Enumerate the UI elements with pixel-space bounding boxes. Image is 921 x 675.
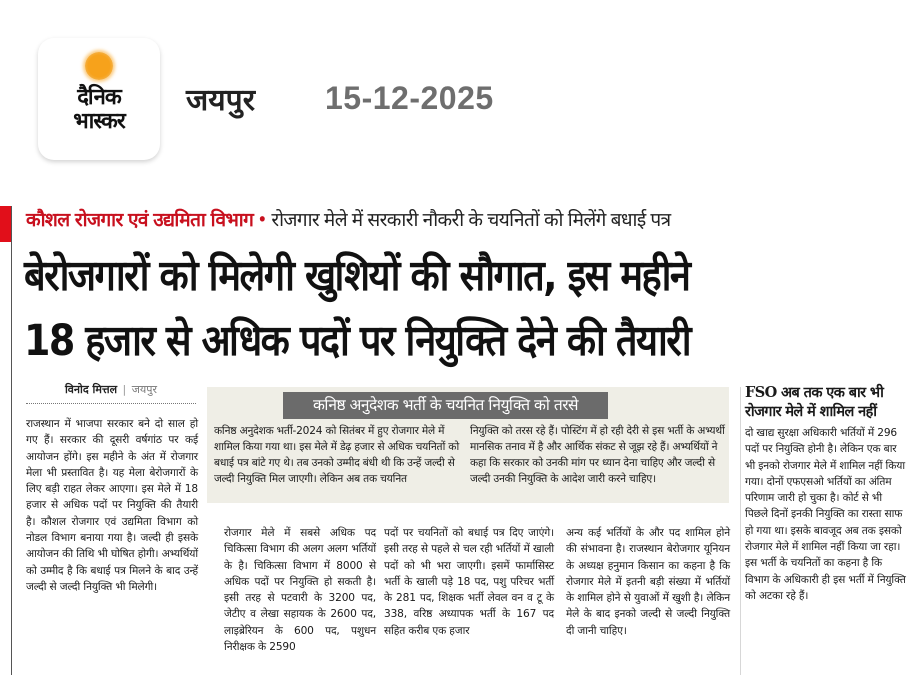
body-column-1: राजस्थान में भाजपा सरकार बने दो साल हो गए हैं। सरकार की दूसरी वर्षगांठ पर कई आयोजन होंगे। इस महीने के अंत में रोजगार मेला भी प्रस्तावित है। यह मेला बेरोजगारों के लिए बड़ी राहत लेकर आएगा। इस मेले में 18 हजार से अधिक पदों पर नियुक्ति की तैयारी है। कौशल रोजगार एवं उद्यमिता विभाग को नोडल विभाग बनाया गया है। जल्दी ही इसके आयोजन की तिथि भी घोषित होगी। अभ्यर्थियों को उम्मीद है कि बधाई पत्र मिलने के बाद उन्हें जल्दी से जल्दी नियुक्ति भी मिलेगी। [26, 418, 198, 593]
headline-line-2: 18 हजार से अधिक पदों पर नियुक्ति देने की तैयारी [24, 315, 691, 366]
sidebar-headline [745, 383, 921, 422]
sidebar-body: दो खाद्य सुरक्षा अधिकारी भर्तियों में 296 पदों पर नियुक्ति होनी है। लेकिन एक बार भी इनको रोजगार मेले में शामिल नहीं किया गया। दोनों एफएसओ भर्तियों का अंतिम परिणाम जारी हो चुका है। कोर्ट से भी पिछले दिनों इनकी नियुक्ति का रास्ता साफ हो गया था। इसके बावजूद अब तक इसको रोजगार मेले में शामिल नहीं किया जा रहा। इस भर्ती के चयनितों का कहना है कि विभाग के अधिकारी ही इस भर्ती में नियुक्ति को अटका रहे हैं। [745, 427, 906, 602]
article-headline [24, 243, 914, 373]
sidebar-headline-text: अब तक एक बार भी रोजगार मेले में शामिल नहीं [745, 385, 884, 420]
edition-date: 15-12-2025 [325, 80, 494, 116]
sidebar-headline-fso: FSO [745, 384, 777, 401]
byline-divider [26, 403, 196, 404]
edition-city: जयपुर [186, 83, 255, 118]
body-column-2: रोजगार मेले में सबसे अधिक पद चिकित्सा विभाग की अलग अलग भर्तियों के है। चिकित्सा विभाग में 8000 से अधिक पदों पर नियुक्ति हो सकती है। इसी तरह से पटवारी के 3200 पद, जेटीए व लेखा सहायक के 2600 पद, लाइब्रेरियन के 600 पद, पशुधन निरीक्षक के 2590 [224, 527, 376, 654]
byline-separator: | [122, 383, 127, 396]
newspaper-header [0, 0, 921, 190]
inset-column-1: कनिष्ठ अनुदेशक भर्ती-2024 को सितंबर में हुए रोजगार मेले में शामिल किया गया था। इस मेले में डेढ़ हजार से अधिक चयनितों को बधाई पत्र बांटे गए थे। तब उनको उम्मीद बंधी थी कि उन्हें जल्दी से जल्दी नियुक्ति मिल जाएगी। लेकिन अब तक चयनित [214, 425, 459, 485]
inset-title: कनिष्ठ अनुदेशक भर्ती के चयनित नियुक्ति को तरसे [283, 392, 608, 419]
kicker-department: कौशल रोजगार एवं उद्यमिता विभाग [26, 209, 254, 231]
body-column-4: अन्य कई भर्तियों के और पद शामिल होने की संभावना है। राजस्थान बेरोजगार यूनियन के अध्यक्ष हनुमान किसान का कहना है कि रोजगार मेले में इतनी बड़ी संख्या में भर्तियों के शामिल होने से युवाओं में खुशी है। लेकिन मेले के बाद इनको जल्दी से जल्दी नियुक्ति दी जानी चाहिए। [566, 527, 730, 637]
byline [26, 382, 196, 397]
byline-author: विनोद मित्तल [64, 383, 118, 396]
kicker-subtitle: रोजगार मेले में सरकारी नौकरी के चयनितों को मिलेंगे बधाई पत्र [271, 209, 671, 231]
byline-location: जयपुर [131, 383, 158, 396]
kicker-bullet: • [257, 209, 268, 231]
article-kicker [26, 207, 671, 233]
sun-icon [85, 52, 113, 80]
logo-wordmark [73, 86, 125, 134]
headline-line-1: बेरोजगारों को मिलेगी खुशियों की सौगात, इस महीने [24, 250, 690, 301]
left-border-rule [11, 206, 12, 675]
inset-column-2: नियुक्ति को तरस रहे हैं। पोस्टिंग में हो रही देरी से इस भर्ती के अभ्यर्थी मानसिक तनाव में है और आर्थिक संकट से जूझ रहे हैं। अभ्यर्थियों ने कहा कि सरकार को उनकी मांग पर ध्यान देना चाहिए और जल्दी से जल्दी उनकी नियुक्ति के आदेश जारी करने चाहिए। [470, 425, 725, 485]
red-section-marker [0, 206, 11, 242]
logo-line-1: दैनिक [77, 85, 121, 110]
dainik-bhaskar-logo [38, 38, 160, 160]
body-column-3: पदों पर चयनितों को बधाई पत्र दिए जाएंगे। इसी तरह से पहले से चल रही भर्तियों में खाली पदों को भी भरा जाएगी। इसमें फार्मासिस्ट भर्ती के खाली पड़े 18 पद, पशु परिचर भर्ती के 281 पद, शिक्षक भर्ती लेवल वन व टू के 338, वरिष्ठ अध्यापक भर्ती के 167 पद सहित करीब एक हजार [384, 527, 554, 637]
logo-line-2: भास्कर [73, 109, 125, 134]
news-article [0, 195, 921, 675]
sidebar-divider [740, 387, 741, 675]
